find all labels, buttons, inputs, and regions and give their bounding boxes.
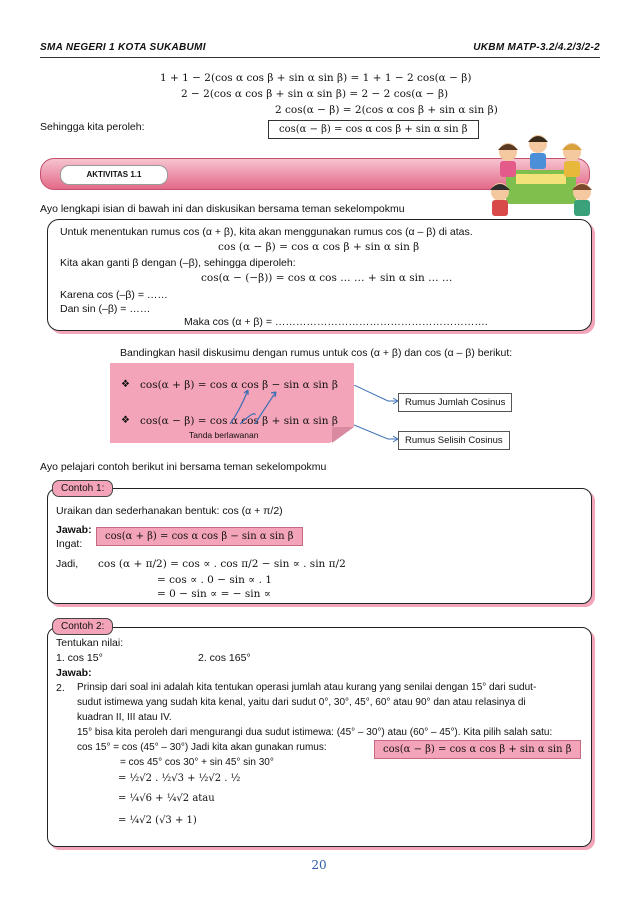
task-fill-formula: cos(α − (−β)) = cos α cos … … + sin α sin … … bbox=[201, 272, 453, 284]
task-formula: cos (α − β) = cos α cos β + sin α sin β bbox=[218, 241, 420, 253]
task-cos-neg-beta: Karena cos (–β) = …… bbox=[60, 289, 168, 301]
opposite-sign-note: Tanda berlawanan bbox=[189, 430, 259, 440]
page-fold-corner bbox=[332, 427, 354, 443]
conclusion-formula: cos(α − β) = cos α cos β + sin α sin β bbox=[268, 120, 479, 139]
task-sin-neg-beta: Dan sin (–β) = …… bbox=[60, 303, 151, 315]
example-2-para-4: 15° bisa kita peroleh dari mengurangi dua sudut istimewa: (45° – 30°) atau (60° – 45°). Kita pilih salah satu: bbox=[77, 727, 553, 738]
example-2-step-1: = cos 45° cos 30° + sin 45° sin 30° bbox=[120, 757, 274, 768]
activity-instruction: Ayo lengkapi isian di bawah ini dan diskusikan bersama teman sekelompokmu bbox=[40, 203, 405, 215]
example-2-question: Tentukan nilai: bbox=[56, 637, 124, 649]
example-2-step-4: = ¼√2 (√3 + 1) bbox=[118, 815, 197, 826]
task-line-3: Kita akan ganti β dengan (–β), sehingga diperoleh: bbox=[60, 257, 296, 269]
example-2-jawab: Jawab: bbox=[56, 667, 92, 679]
example-2-item-2: 2. cos 165° bbox=[198, 652, 251, 664]
compare-intro: Bandingkan hasil diskusimu dengan rumus untuk cos (α + β) dan cos (α – β) berikut: bbox=[120, 347, 513, 359]
example-1-tab: Contoh 1: bbox=[52, 480, 113, 497]
header-school: SMA NEGERI 1 KOTA SUKABUMI bbox=[40, 42, 206, 53]
connector-arrows-icon bbox=[354, 385, 402, 445]
difference-cosine-formula: cos(α − β) = cos α cos β + sin α sin β bbox=[140, 415, 338, 427]
header-module-code: UKBM MATP-3.2/4.2/3/2-2 bbox=[473, 42, 600, 53]
example-1-step-2: = cos ∝ . 0 − sin ∝ . 1 bbox=[157, 574, 272, 586]
example-2-step-2: = ½√2 . ½√3 + ½√2 . ½ bbox=[118, 773, 241, 784]
example-2-part-number: 2. bbox=[56, 682, 65, 694]
example-1-step-1: cos (α + π/2) = cos ∝ . cos π/2 − sin ∝ . sin π/2 bbox=[98, 558, 346, 570]
example-1-formula: cos(α + β) = cos α cos β − sin α sin β bbox=[96, 527, 303, 546]
example-2-para-5: cos 15° = cos (45° – 30°) Jadi kita akan gunakan rumus: bbox=[77, 742, 327, 753]
sum-cosine-formula: cos(α + β) = cos α cos β − sin α sin β bbox=[140, 379, 338, 391]
example-2-formula: cos(α − β) = cos α cos β + sin α sin β bbox=[374, 740, 581, 759]
task-line-1: Untuk menentukan rumus cos (α + β), kita akan menggunakan rumus cos (α – β) di atas. bbox=[60, 226, 473, 238]
example-1-jawab: Jawab: bbox=[56, 524, 92, 536]
example-2-para-1: Prinsip dari soal ini adalah kita tentukan operasi jumlah atau kurang yang senilai dengan 15° dari sudut- bbox=[77, 682, 537, 693]
conclusion-label: Sehingga kita peroleh: bbox=[40, 121, 145, 133]
bullet-icon: ❖ bbox=[121, 415, 130, 426]
bullet-icon: ❖ bbox=[121, 379, 130, 390]
page-number: 20 bbox=[311, 858, 327, 872]
example-2-step-3: = ¼√6 + ¼√2 atau bbox=[118, 793, 215, 804]
example-1-question: Uraikan dan sederhanakan bentuk: cos (α + π/2) bbox=[56, 505, 283, 517]
activity-title: AKTIVITAS 1.1 bbox=[60, 165, 168, 185]
example-2-tab: Contoh 2: bbox=[52, 618, 113, 635]
derivation-line-3: 2 cos(α − β) = 2(cos α cos β + sin α sin β) bbox=[275, 104, 498, 116]
example-2-para-2: sudut istimewa yang sudah kita kenal, yaitu dari sudut 0°, 30°, 45°, 60° atau 90° dan atau relasinya di bbox=[77, 697, 526, 708]
students-group-illustration bbox=[486, 130, 596, 218]
header-divider bbox=[40, 57, 600, 58]
example-1-step-3: = 0 − sin ∝ = − sin ∝ bbox=[157, 588, 271, 600]
study-instruction: Ayo pelajari contoh berikut ini bersama teman sekelompokmu bbox=[40, 461, 327, 473]
example-2-item-1: 1. cos 15° bbox=[56, 652, 103, 664]
task-result: Maka cos (α + β) = ……………………………………………………. bbox=[184, 316, 488, 328]
derivation-line-2: 2 − 2(cos α cos β + sin α sin β) = 2 − 2 cos(α − β) bbox=[181, 88, 449, 100]
example-1-ingat: Ingat: bbox=[56, 538, 83, 550]
difference-cosine-label: Rumus Selisih Cosinus bbox=[398, 431, 510, 450]
example-2-para-3: kuadran II, III atau IV. bbox=[77, 712, 172, 723]
example-1-jadi: Jadi, bbox=[56, 558, 79, 570]
opposite-sign-arrows-icon bbox=[180, 380, 320, 430]
derivation-line-1: 1 + 1 − 2(cos α cos β + sin α sin β) = 1 + 1 − 2 cos(α − β) bbox=[160, 72, 472, 84]
sum-cosine-label: Rumus Jumlah Cosinus bbox=[398, 393, 512, 412]
